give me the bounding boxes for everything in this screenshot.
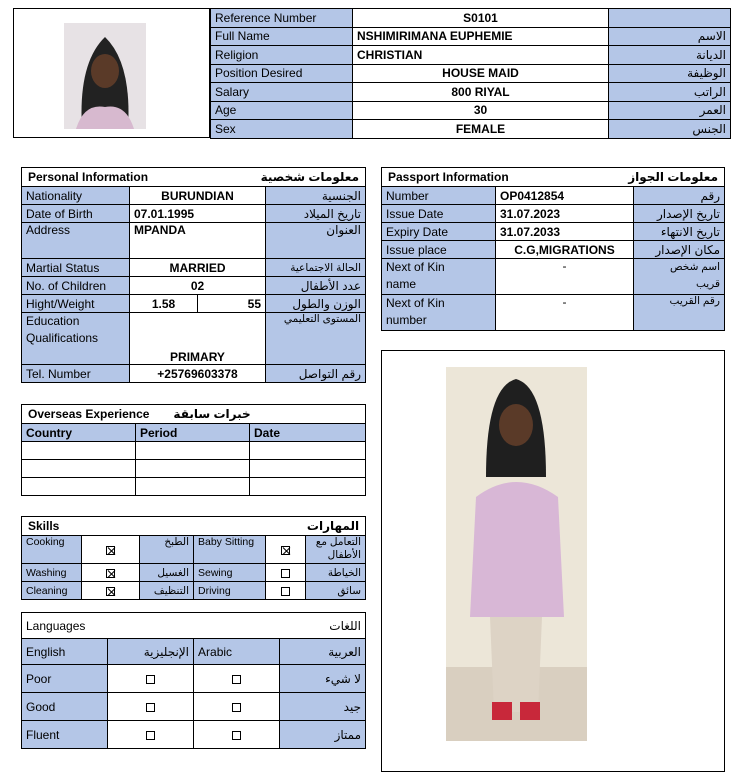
skills-table [21, 516, 366, 600]
level-good-ar: جيد [280, 693, 366, 721]
overseas-col-date: Date [250, 424, 366, 442]
issue-place-value: C.G,MIGRATIONS [496, 241, 634, 259]
kin-name-ar-line2: قريب [695, 278, 720, 290]
weight-value: 55 [198, 295, 266, 313]
children-value: 02 [130, 277, 266, 295]
kin-number-label [382, 295, 496, 331]
english-poor-checkbox[interactable] [108, 665, 194, 693]
issue-date-value: 31.07.2023 [496, 205, 634, 223]
languages-title-ar: اللغات [194, 613, 366, 639]
skill-cleaning-ar: التنظيف [140, 582, 194, 600]
checkbox-checked-icon [106, 546, 115, 555]
lang-english-ar: الإنجليزية [108, 639, 194, 665]
children-ar: عدد الأطفال [266, 277, 366, 295]
position-ar: الوظيفة [609, 64, 731, 83]
kin-name-label-line1: Next of Kin [386, 260, 445, 274]
passport-number-label: Number [382, 187, 496, 205]
overseas-title-ar: خبرات سابقة [173, 407, 251, 421]
salary-ar: الراتب [609, 83, 731, 102]
candidate-full-body-icon [446, 367, 587, 741]
passport-number-ar: رقم [634, 187, 725, 205]
english-fluent-checkbox[interactable] [108, 721, 194, 749]
kin-name-label [382, 259, 496, 295]
religion-ar: الديانة [609, 46, 731, 65]
checkbox-checked-icon [106, 587, 115, 596]
skill-babysitting-checkbox[interactable] [266, 536, 306, 564]
passport-info-table [381, 167, 725, 331]
checkbox-empty-icon [232, 703, 241, 712]
age-ar: العمر [609, 101, 731, 120]
nationality-value: BURUNDIAN [130, 187, 266, 205]
religion-value: CHRISTIAN [353, 46, 609, 65]
arabic-good-checkbox[interactable] [194, 693, 280, 721]
children-label: No. of Children [22, 277, 130, 295]
header-row [211, 27, 731, 46]
skill-cooking-ar: الطبخ [140, 536, 194, 564]
kin-number-ar: رقم القريب [634, 295, 725, 331]
sex-label: Sex [211, 120, 353, 139]
candidate-photo-small [64, 23, 146, 129]
checkbox-empty-icon [232, 675, 241, 684]
skill-sewing-label: Sewing [194, 564, 266, 582]
education-label [22, 313, 130, 365]
skill-babysitting-ar-line1: التعامل مع [315, 536, 362, 548]
table-row [22, 442, 366, 460]
religion-label: Religion [211, 46, 353, 65]
level-poor-ar: لا شيء [280, 665, 366, 693]
arabic-poor-checkbox[interactable] [194, 665, 280, 693]
tel-label: Tel. Number [22, 365, 130, 383]
checkbox-empty-icon [146, 731, 155, 740]
kin-name-ar [634, 259, 725, 295]
fullname-label: Full Name [211, 27, 353, 46]
expiry-date-label: Expiry Date [382, 223, 496, 241]
dob-label: Date of Birth [22, 205, 130, 223]
header-row [211, 120, 731, 139]
height-weight-ar: الوزن والطول [266, 295, 366, 313]
education-value: PRIMARY [130, 313, 266, 365]
checkbox-empty-icon [281, 587, 290, 596]
marital-value: MARRIED [130, 259, 266, 277]
kin-number-label-line1: Next of Kin [386, 296, 445, 310]
education-ar: المستوى التعليمي [266, 313, 366, 365]
passport-info-title: Passport Information [388, 170, 509, 184]
skill-washing-label: Washing [22, 564, 82, 582]
skill-cleaning-label: Cleaning [22, 582, 82, 600]
kin-name-label-line2: name [386, 277, 417, 291]
level-good-label: Good [22, 693, 108, 721]
checkbox-empty-icon [146, 675, 155, 684]
expiry-date-value: 31.07.2033 [496, 223, 634, 241]
skill-driving-ar: سائق [306, 582, 366, 600]
position-value: HOUSE MAID [353, 64, 609, 83]
fullname-ar: الاسم [609, 27, 731, 46]
skill-sewing-checkbox[interactable] [266, 564, 306, 582]
skill-driving-label: Driving [194, 582, 266, 600]
skill-driving-checkbox[interactable] [266, 582, 306, 600]
dob-value: 07.01.1995 [130, 205, 266, 223]
issue-date-label: Issue Date [382, 205, 496, 223]
overseas-table [21, 404, 366, 496]
candidate-portrait-icon [64, 23, 146, 129]
table-row [22, 460, 366, 478]
issue-place-ar: مكان الإصدار [634, 241, 725, 259]
overseas-col-country: Country [22, 424, 136, 442]
header-row [211, 9, 731, 28]
expiry-date-ar: تاريخ الانتهاء [634, 223, 725, 241]
skill-cooking-checkbox[interactable] [82, 536, 140, 564]
dob-ar: تاريخ الميلاد [266, 205, 366, 223]
salary-value: 800 RIYAL [353, 83, 609, 102]
header-table [210, 8, 731, 139]
reference-value: S0101 [353, 9, 609, 28]
level-fluent-label: Fluent [22, 721, 108, 749]
lang-arabic-ar: العربية [280, 639, 366, 665]
skill-washing-checkbox[interactable] [82, 564, 140, 582]
tel-value: +25769603378 [130, 365, 266, 383]
languages-table [21, 612, 366, 749]
marital-ar: الحالة الاجتماعية [266, 259, 366, 277]
kin-name-value: - [496, 259, 634, 295]
checkbox-checked-icon [106, 569, 115, 578]
overseas-col-period: Period [136, 424, 250, 442]
height-value: 1.58 [130, 295, 198, 313]
header-row [211, 64, 731, 83]
height-weight-label: Hight/Weight [22, 295, 130, 313]
issue-place-label: Issue place [382, 241, 496, 259]
address-value: MPANDA [130, 223, 266, 259]
header-row [211, 83, 731, 102]
lang-english-label: English [22, 639, 108, 665]
age-label: Age [211, 101, 353, 120]
skill-cooking-label: Cooking [22, 536, 82, 564]
arabic-fluent-checkbox[interactable] [194, 721, 280, 749]
checkbox-empty-icon [232, 731, 241, 740]
header-row [211, 46, 731, 65]
passport-number-value: OP0412854 [496, 187, 634, 205]
sex-value: FEMALE [353, 120, 609, 139]
skill-babysitting-ar [306, 536, 366, 564]
skill-babysitting-label: Baby Sitting [194, 536, 266, 564]
marital-label: Martial Status [22, 259, 130, 277]
personal-info-title: Personal Information [28, 170, 149, 184]
issue-date-ar: تاريخ الإصدار [634, 205, 725, 223]
tel-ar: رقم التواصل [266, 365, 366, 383]
skill-washing-ar: الغسيل [140, 564, 194, 582]
education-label-line2: Qualifications [26, 331, 99, 345]
reference-label: Reference Number [211, 9, 353, 28]
address-ar: العنوان [266, 223, 366, 259]
lang-arabic-label: Arabic [194, 639, 280, 665]
personal-info-title-ar: معلومات شخصية [260, 170, 359, 184]
reference-ar [609, 9, 731, 28]
table-row [22, 478, 366, 496]
level-fluent-ar: ممتاز [280, 721, 366, 749]
age-value: 30 [353, 101, 609, 120]
fullname-value: NSHIMIRIMANA EUPHEMIE [353, 27, 609, 46]
skills-title-ar: المهارات [306, 519, 360, 533]
skill-babysitting-ar-line2: الأطفال [327, 549, 362, 561]
checkbox-checked-icon [281, 546, 290, 555]
personal-info-table [21, 167, 366, 383]
skill-cleaning-checkbox[interactable] [82, 582, 140, 600]
checkbox-empty-icon [146, 703, 155, 712]
english-good-checkbox[interactable] [108, 693, 194, 721]
overseas-title: Overseas Experience [28, 407, 150, 421]
education-label-line1: Education [26, 314, 80, 328]
kin-name-ar-line1: اسم شخص [669, 261, 720, 273]
position-label: Position Desired [211, 64, 353, 83]
header-row [211, 101, 731, 120]
nationality-ar: الجنسية [266, 187, 366, 205]
kin-number-label-line2: number [386, 313, 427, 327]
skills-title: Skills [28, 519, 60, 533]
sex-ar: الجنس [609, 120, 731, 139]
languages-title: Languages [22, 613, 194, 639]
address-label: Address [22, 223, 130, 259]
kin-number-value: - [496, 295, 634, 331]
skill-sewing-ar: الخياطة [306, 564, 366, 582]
nationality-label: Nationality [22, 187, 130, 205]
salary-label: Salary [211, 83, 353, 102]
candidate-photo-full [446, 367, 587, 741]
checkbox-empty-icon [281, 569, 290, 578]
passport-info-title-ar: معلومات الجواز [628, 170, 718, 184]
level-poor-label: Poor [22, 665, 108, 693]
